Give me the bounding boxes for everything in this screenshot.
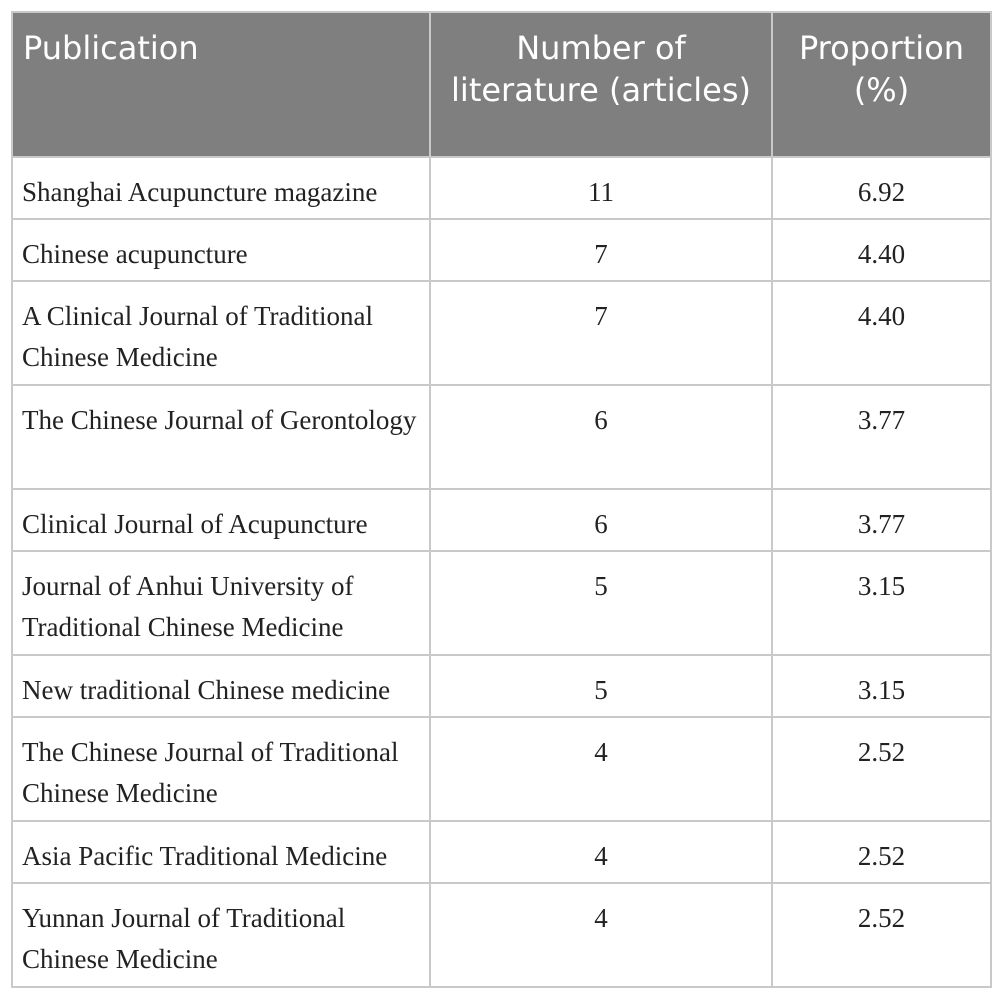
cell-count: 6 bbox=[430, 385, 772, 489]
table-row bbox=[12, 883, 991, 987]
cell-proportion: 4.40 bbox=[772, 281, 991, 385]
cell-proportion: 2.52 bbox=[772, 821, 991, 883]
header-proportion: Proportion (%) bbox=[772, 12, 991, 157]
table-row bbox=[12, 157, 991, 219]
cell-publication: The Chinese Journal of Gerontology bbox=[12, 385, 430, 489]
cell-proportion: 3.77 bbox=[772, 489, 991, 551]
cell-publication: Asia Pacific Traditional Medicine bbox=[12, 821, 430, 883]
table-header bbox=[12, 12, 991, 157]
cell-publication: A Clinical Journal of Traditional Chinese Medicine bbox=[12, 281, 430, 385]
cell-publication: The Chinese Journal of Traditional Chinese Medicine bbox=[12, 717, 430, 821]
cell-count: 5 bbox=[430, 551, 772, 655]
table-row bbox=[12, 281, 991, 385]
table-row bbox=[12, 489, 991, 551]
cell-proportion: 3.77 bbox=[772, 385, 991, 489]
table-row bbox=[12, 821, 991, 883]
cell-count: 4 bbox=[430, 821, 772, 883]
publication-table bbox=[11, 11, 992, 988]
table-row bbox=[12, 385, 991, 489]
cell-proportion: 4.40 bbox=[772, 219, 991, 281]
cell-count: 5 bbox=[430, 655, 772, 717]
header-row bbox=[12, 12, 991, 157]
cell-count: 11 bbox=[430, 157, 772, 219]
cell-count: 7 bbox=[430, 219, 772, 281]
cell-publication: Chinese acupuncture bbox=[12, 219, 430, 281]
cell-proportion: 2.52 bbox=[772, 717, 991, 821]
header-number-of-literature: Number of literature (articles) bbox=[430, 12, 772, 157]
table-row bbox=[12, 717, 991, 821]
cell-proportion: 3.15 bbox=[772, 551, 991, 655]
cell-publication: Yunnan Journal of Traditional Chinese Medicine bbox=[12, 883, 430, 987]
cell-proportion: 3.15 bbox=[772, 655, 991, 717]
cell-count: 4 bbox=[430, 883, 772, 987]
header-publication: Publication bbox=[12, 12, 430, 157]
table-row bbox=[12, 219, 991, 281]
table-body bbox=[12, 157, 991, 987]
publication-table-container bbox=[11, 11, 992, 988]
cell-publication: Shanghai Acupuncture magazine bbox=[12, 157, 430, 219]
cell-proportion: 6.92 bbox=[772, 157, 991, 219]
cell-publication: Clinical Journal of Acupuncture bbox=[12, 489, 430, 551]
cell-count: 6 bbox=[430, 489, 772, 551]
cell-count: 4 bbox=[430, 717, 772, 821]
cell-count: 7 bbox=[430, 281, 772, 385]
cell-publication: New traditional Chinese medicine bbox=[12, 655, 430, 717]
table-row bbox=[12, 551, 991, 655]
cell-proportion: 2.52 bbox=[772, 883, 991, 987]
table-row bbox=[12, 655, 991, 717]
cell-publication: Journal of Anhui University of Traditional Chinese Medicine bbox=[12, 551, 430, 655]
